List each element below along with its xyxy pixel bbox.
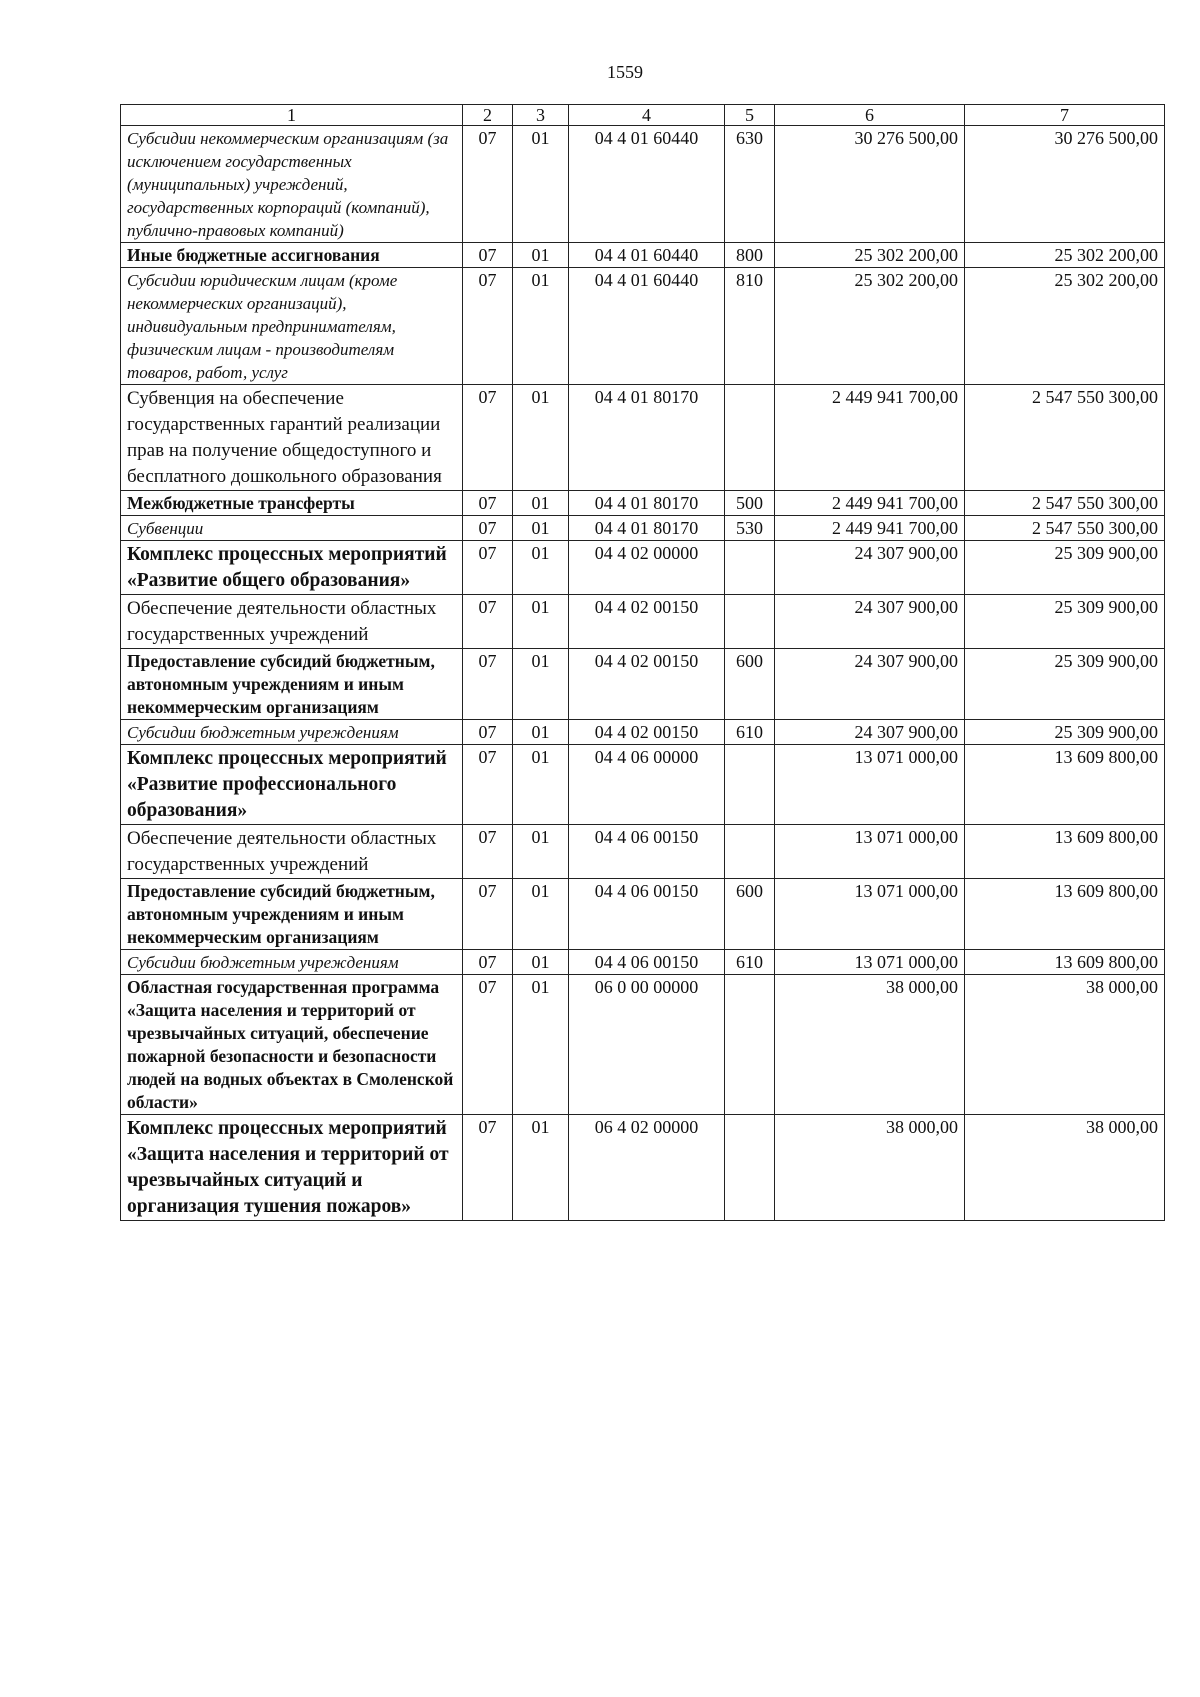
table-row [121, 126, 1165, 243]
row-amount-year1-cell: 13 071 000,00 [775, 745, 965, 825]
table-body [121, 126, 1165, 1221]
row-amount-year1-cell: 2 449 941 700,00 [775, 516, 965, 541]
table-row [121, 825, 1165, 879]
row-amount-year2-cell: 25 309 900,00 [965, 595, 1165, 649]
row-subsection-cell: 01 [513, 595, 569, 649]
row-name-cell: Предоставление субсидий бюджетным, автономным учреждениям и иным некоммерческим организациям [121, 649, 463, 720]
row-section-cell: 07 [463, 1115, 513, 1221]
row-subsection-cell: 01 [513, 950, 569, 975]
row-subsection-cell: 01 [513, 720, 569, 745]
row-amount-year1-cell: 24 307 900,00 [775, 595, 965, 649]
row-amount-year2-cell: 25 309 900,00 [965, 720, 1165, 745]
row-amount-year1-cell: 24 307 900,00 [775, 541, 965, 595]
row-target-article-cell: 04 4 01 60440 [569, 268, 725, 385]
row-expense-type-cell: 610 [725, 950, 775, 975]
row-amount-year1-cell: 38 000,00 [775, 975, 965, 1115]
header-col-1: 1 [121, 105, 463, 126]
row-subsection-cell: 01 [513, 975, 569, 1115]
row-target-article-cell: 04 4 01 80170 [569, 516, 725, 541]
row-expense-type-cell [725, 1115, 775, 1221]
row-section-cell: 07 [463, 595, 513, 649]
table-row [121, 385, 1165, 491]
row-section-cell: 07 [463, 385, 513, 491]
row-amount-year2-cell: 38 000,00 [965, 1115, 1165, 1221]
row-target-article-cell: 04 4 06 00150 [569, 825, 725, 879]
row-expense-type-cell: 530 [725, 516, 775, 541]
row-amount-year1-cell: 25 302 200,00 [775, 243, 965, 268]
table-row [121, 243, 1165, 268]
row-subsection-cell: 01 [513, 745, 569, 825]
row-target-article-cell: 04 4 02 00150 [569, 720, 725, 745]
table-row [121, 516, 1165, 541]
row-subsection-cell: 01 [513, 1115, 569, 1221]
row-target-article-cell: 04 4 02 00000 [569, 541, 725, 595]
row-amount-year2-cell: 25 309 900,00 [965, 649, 1165, 720]
row-amount-year1-cell: 25 302 200,00 [775, 268, 965, 385]
row-name-cell: Областная государственная программа «Защита населения и территорий от чрезвычайных ситуаций, обеспечение пожарной безопасности и безопасности людей на водных объектах в Смоленской области» [121, 975, 463, 1115]
row-section-cell: 07 [463, 243, 513, 268]
header-col-7: 7 [965, 105, 1165, 126]
header-col-3: 3 [513, 105, 569, 126]
row-amount-year1-cell: 24 307 900,00 [775, 720, 965, 745]
row-subsection-cell: 01 [513, 541, 569, 595]
row-expense-type-cell [725, 541, 775, 595]
row-subsection-cell: 01 [513, 879, 569, 950]
header-col-5: 5 [725, 105, 775, 126]
table-row [121, 491, 1165, 516]
row-amount-year2-cell: 25 302 200,00 [965, 268, 1165, 385]
row-section-cell: 07 [463, 268, 513, 385]
row-name-cell: Межбюджетные трансферты [121, 491, 463, 516]
row-expense-type-cell: 500 [725, 491, 775, 516]
row-name-cell: Комплекс процессных мероприятий «Развитие профессионального образования» [121, 745, 463, 825]
row-name-cell: Субсидии бюджетным учреждениям [121, 720, 463, 745]
row-section-cell: 07 [463, 950, 513, 975]
row-name-cell: Обеспечение деятельности областных государственных учреждений [121, 825, 463, 879]
row-expense-type-cell [725, 825, 775, 879]
row-amount-year1-cell: 2 449 941 700,00 [775, 385, 965, 491]
page-number: 1559 [607, 62, 643, 82]
row-amount-year2-cell: 13 609 800,00 [965, 745, 1165, 825]
row-section-cell: 07 [463, 126, 513, 243]
row-amount-year2-cell: 2 547 550 300,00 [965, 491, 1165, 516]
row-amount-year1-cell: 13 071 000,00 [775, 879, 965, 950]
row-subsection-cell: 01 [513, 825, 569, 879]
row-target-article-cell: 04 4 06 00000 [569, 745, 725, 825]
header-row [121, 105, 1165, 126]
row-name-cell: Комплекс процессных мероприятий «Развитие общего образования» [121, 541, 463, 595]
header-col-6: 6 [775, 105, 965, 126]
row-name-cell: Субвенции [121, 516, 463, 541]
row-expense-type-cell [725, 975, 775, 1115]
row-amount-year2-cell: 38 000,00 [965, 975, 1165, 1115]
table-row [121, 879, 1165, 950]
row-amount-year1-cell: 38 000,00 [775, 1115, 965, 1221]
table-row [121, 745, 1165, 825]
row-name-cell: Субсидии бюджетным учреждениям [121, 950, 463, 975]
row-amount-year2-cell: 13 609 800,00 [965, 950, 1165, 975]
row-target-article-cell: 04 4 01 80170 [569, 491, 725, 516]
row-section-cell: 07 [463, 825, 513, 879]
row-amount-year1-cell: 2 449 941 700,00 [775, 491, 965, 516]
table-row [121, 268, 1165, 385]
header-col-4: 4 [569, 105, 725, 126]
table-row [121, 975, 1165, 1115]
row-amount-year2-cell: 25 309 900,00 [965, 541, 1165, 595]
row-expense-type-cell: 600 [725, 649, 775, 720]
row-expense-type-cell: 610 [725, 720, 775, 745]
row-amount-year2-cell: 13 609 800,00 [965, 879, 1165, 950]
row-amount-year1-cell: 24 307 900,00 [775, 649, 965, 720]
row-expense-type-cell: 630 [725, 126, 775, 243]
table-row [121, 950, 1165, 975]
row-target-article-cell: 04 4 02 00150 [569, 595, 725, 649]
row-target-article-cell: 04 4 02 00150 [569, 649, 725, 720]
table-row [121, 1115, 1165, 1221]
row-amount-year1-cell: 13 071 000,00 [775, 950, 965, 975]
row-expense-type-cell [725, 385, 775, 491]
row-name-cell: Обеспечение деятельности областных государственных учреждений [121, 595, 463, 649]
row-section-cell: 07 [463, 879, 513, 950]
row-subsection-cell: 01 [513, 385, 569, 491]
row-name-cell: Комплекс процессных мероприятий «Защита населения и территорий от чрезвычайных ситуаций и организация тушения пожаров» [121, 1115, 463, 1221]
row-subsection-cell: 01 [513, 649, 569, 720]
row-target-article-cell: 04 4 01 60440 [569, 243, 725, 268]
row-expense-type-cell: 810 [725, 268, 775, 385]
row-expense-type-cell: 600 [725, 879, 775, 950]
row-name-cell: Субсидии некоммерческим организациям (за исключением государственных (муниципальных) учреждений, государственных корпораций (компаний), публично-правовых компаний) [121, 126, 463, 243]
row-section-cell: 07 [463, 649, 513, 720]
header-col-2: 2 [463, 105, 513, 126]
row-target-article-cell: 06 0 00 00000 [569, 975, 725, 1115]
row-section-cell: 07 [463, 491, 513, 516]
row-target-article-cell: 04 4 06 00150 [569, 950, 725, 975]
row-target-article-cell: 04 4 01 60440 [569, 126, 725, 243]
row-subsection-cell: 01 [513, 243, 569, 268]
row-target-article-cell: 04 4 01 80170 [569, 385, 725, 491]
row-amount-year2-cell: 13 609 800,00 [965, 825, 1165, 879]
row-subsection-cell: 01 [513, 491, 569, 516]
row-expense-type-cell [725, 595, 775, 649]
row-expense-type-cell [725, 745, 775, 825]
row-expense-type-cell: 800 [725, 243, 775, 268]
row-amount-year2-cell: 2 547 550 300,00 [965, 516, 1165, 541]
table-row [121, 595, 1165, 649]
row-target-article-cell: 06 4 02 00000 [569, 1115, 725, 1221]
row-amount-year1-cell: 30 276 500,00 [775, 126, 965, 243]
table-row [121, 720, 1165, 745]
row-section-cell: 07 [463, 745, 513, 825]
row-name-cell: Субвенция на обеспечение государственных гарантий реализации прав на получение общедоступного и бесплатного дошкольного образования [121, 385, 463, 491]
row-target-article-cell: 04 4 06 00150 [569, 879, 725, 950]
row-amount-year2-cell: 30 276 500,00 [965, 126, 1165, 243]
row-name-cell: Иные бюджетные ассигнования [121, 243, 463, 268]
row-section-cell: 07 [463, 720, 513, 745]
row-amount-year1-cell: 13 071 000,00 [775, 825, 965, 879]
row-section-cell: 07 [463, 541, 513, 595]
row-section-cell: 07 [463, 975, 513, 1115]
row-subsection-cell: 01 [513, 516, 569, 541]
row-amount-year2-cell: 25 302 200,00 [965, 243, 1165, 268]
row-subsection-cell: 01 [513, 126, 569, 243]
budget-table [120, 104, 1165, 1221]
row-name-cell: Субсидии юридическим лицам (кроме некоммерческих организаций), индивидуальным предпринимателям, физическим лицам - производителям товаров, работ, услуг [121, 268, 463, 385]
row-subsection-cell: 01 [513, 268, 569, 385]
table-row [121, 541, 1165, 595]
row-name-cell: Предоставление субсидий бюджетным, автономным учреждениям и иным некоммерческим организациям [121, 879, 463, 950]
table-row [121, 649, 1165, 720]
row-section-cell: 07 [463, 516, 513, 541]
row-amount-year2-cell: 2 547 550 300,00 [965, 385, 1165, 491]
